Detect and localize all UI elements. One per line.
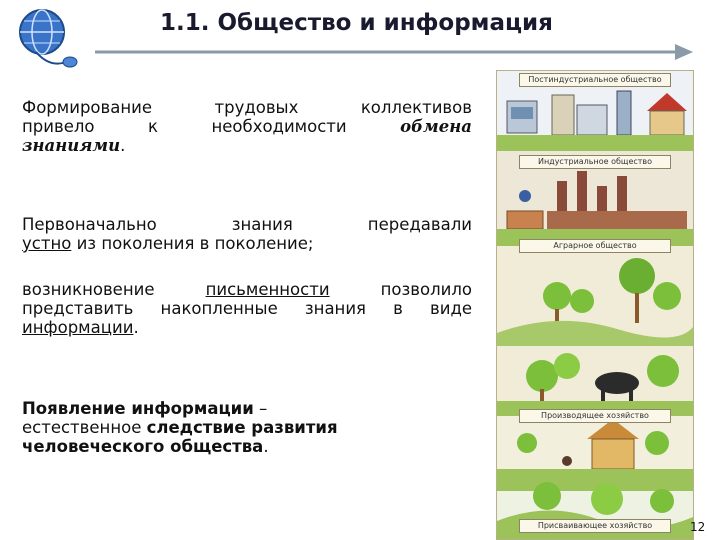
word: коллективов [360,98,472,117]
word: знания [231,215,293,234]
text-run: из поколения в поколение; [71,234,314,253]
text-run: – [253,399,268,418]
paragraph-line [22,399,472,418]
word: необходимости [211,117,347,136]
word: привело [22,117,95,136]
paragraph-line [22,418,472,437]
underlined-word: устно [22,234,72,253]
paragraph-line [22,117,472,136]
emphasis-word: знаниями [22,136,121,155]
paragraph-line [22,136,472,155]
text-run: возникновение [22,280,206,299]
paragraph-writing [22,280,472,337]
word: трудовых [214,98,299,117]
paragraph-oral [22,215,472,253]
word: Первоначально [22,215,157,234]
paragraph-line [22,98,472,117]
emphasis-word: обмена [400,117,472,136]
punctuation: . [133,318,139,337]
word: Формирование [22,98,153,117]
punctuation: . [263,437,269,456]
underlined-word: информации [22,318,134,337]
title-arrow [95,42,695,62]
stage-label-postindustrial: Постиндустриальное общество [519,73,671,87]
text-run: естественное [22,418,147,437]
page-number: 12 [690,520,706,534]
word: к [148,117,158,136]
stage-label-gathering: Присваивающее хозяйство [519,519,671,533]
paragraph-conclusion [22,399,472,456]
bold-text: Появление информации [22,399,254,418]
society-stages-illustration [496,70,694,540]
text-run: позволило представить накопленные знания в виде [22,280,472,318]
bold-text: человеческого общества [22,437,264,456]
paragraph-line [22,215,472,234]
stage-label-producing: Производящее хозяйство [519,409,671,423]
word: передавали [367,215,472,234]
punctuation: . [120,136,126,155]
paragraph-exchange [22,98,472,155]
bold-text: следствие развития [146,418,338,437]
stage-label-agrarian: Аграрное общество [519,239,671,253]
globe-mouse-icon [16,6,80,70]
illustration-art [497,71,693,539]
slide-title: 1.1. Общество и информация [160,10,553,36]
paragraph-line [22,437,472,456]
stage-label-industrial: Индустриальное общество [519,155,671,169]
underlined-word: письменности [205,280,330,299]
paragraph-line [22,234,472,253]
